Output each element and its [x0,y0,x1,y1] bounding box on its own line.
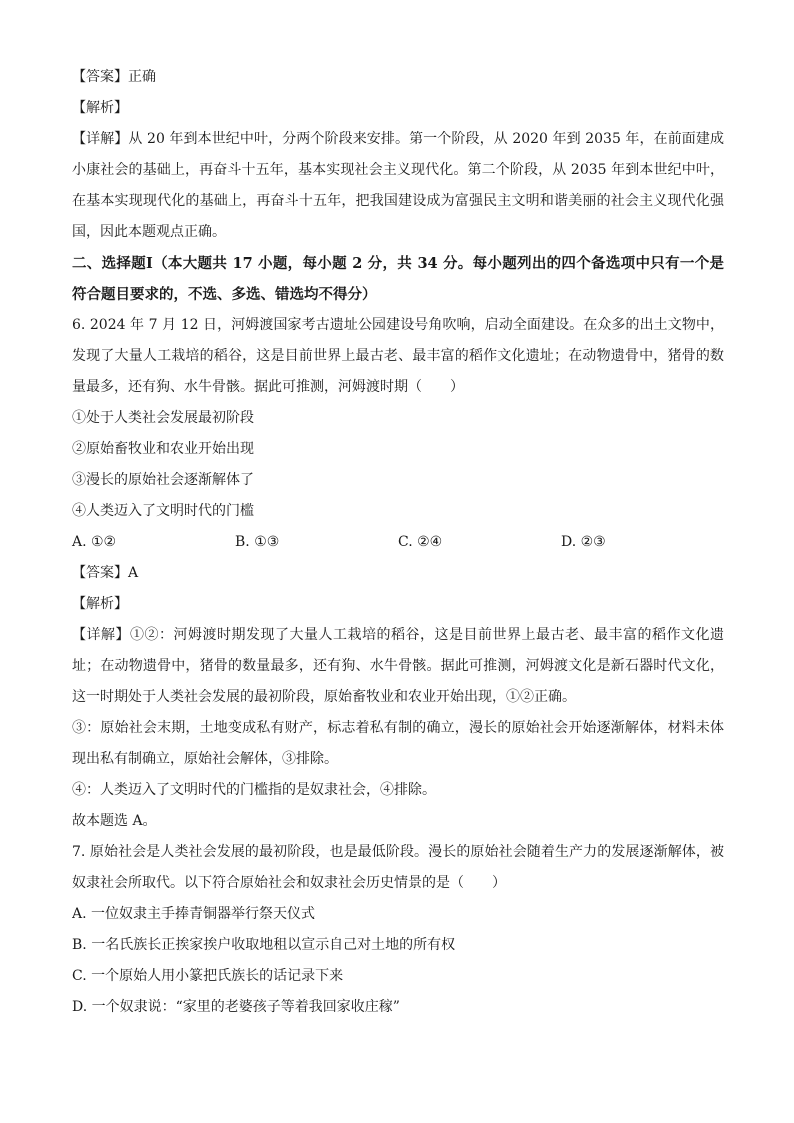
answer-tag: 【答案】 [72,69,128,85]
answer-line-1 [72,62,724,93]
analysis-heading-6 [72,589,724,620]
question-6-statement-3: ③漫长的原始社会逐渐解体了 [72,472,254,488]
answer-value: 正确 [128,69,156,85]
question-6-option-b: B. ①③ [235,534,280,550]
analysis-heading-1 [72,93,724,124]
question-6-option-c: C. ②④ [398,534,443,550]
detail-text: 从 20 年到本世纪中叶，分两个阶段来安排。第一个阶段，从 2020 年到 2035 年，在前面建成小康社会的基础上，再奋斗十五年，基本实现社会主义现代化。第二个阶段，从 2035 年到本世纪中叶，在基本实现现代化的基础上，再奋斗十五年，把我国建设成为富强民主文明和谐美丽的社会主义现代化强国，因此本题观点正确。 [72,131,725,240]
explain-statement-4: ④：人类迈入了文明时代的门槛指的是奴隶社会，④排除。 [72,782,436,798]
question-7-option-c: C. 一个原始人用小篆把氏族长的话记录下来 [72,968,344,984]
detail-tag: 【详解】 [72,131,129,147]
question-6-options [72,527,724,558]
detail-paragraph-6 [72,620,724,713]
detail-text: ①②：河姆渡时期发现了大量人工栽培的稻谷，这是目前世界上最古老、最丰富的稻作文化遗址；在动物遗骨中，猪骨的数量最多，还有狗、水牛骨骸。据此可推测，河姆渡文化是新石器时代文化，这一时期处于人类社会发展的最初阶段，原始畜牧业和农业开始出现，①②正确。 [72,627,724,705]
question-7-option-b: B. 一名氏族长正挨家挨户收取地租以宣示自己对土地的所有权 [72,937,456,953]
question-6-statement-4: ④人类迈入了文明时代的门槛 [72,503,254,519]
explain-statement-3: ③：原始社会末期，土地变成私有财产，标志着私有制的确立，漫长的原始社会开始逐渐解体，材料未体现出私有制确立，原始社会解体，③排除。 [72,720,724,767]
question-6-option-d: D. ②③ [561,534,606,550]
question-7-option-d: D. 一个奴隶说：“家里的老婆孩子等着我回家收庄稼” [72,999,400,1015]
answer-value: A [128,565,139,581]
question-6-statement-1: ①处于人类社会发展最初阶段 [72,410,254,426]
question-6-conclusion: 故本题选 A。 [72,813,157,829]
question-6-option-a: A. ①② [72,534,117,550]
detail-tag: 【详解】 [72,627,130,643]
question-7-stem: 7. 原始社会是人类社会发展的最初阶段，也是最低阶段。漫长的原始社会随着生产力的发展逐渐解体，被奴隶社会所取代。以下符合原始社会和奴隶社会历史情景的是（ ） [72,844,724,891]
question-6-statement-2: ②原始畜牧业和农业开始出现 [72,441,254,457]
document-page [72,62,724,1023]
section-heading-choice: 二、选择题Ⅰ（本大题共 17 小题，每小题 2 分，共 34 分。每小题列出的四个备选项中只有一个是符合题目要求的，不选、多选、错选均不得分） [72,255,724,303]
answer-line-6 [72,558,724,589]
answer-tag: 【答案】 [72,565,128,581]
question-7-option-a: A. 一位奴隶主手捧青铜器举行祭天仪式 [72,906,316,922]
question-6-stem: 6. 2024 年 7 月 12 日，河姆渡国家考古遗址公园建设号角吹响，启动全面建设。在众多的出土文物中，发现了大量人工栽培的稻谷，这是目前世界上最古老、最丰富的稻作文化遗址；在动物遗骨中，猪骨的数量最多，还有狗、水牛骨骸。据此可推测，河姆渡时期（ ） [72,317,724,395]
analysis-tag: 【解析】 [72,596,128,612]
analysis-tag: 【解析】 [72,100,128,116]
detail-paragraph-1 [72,124,724,248]
